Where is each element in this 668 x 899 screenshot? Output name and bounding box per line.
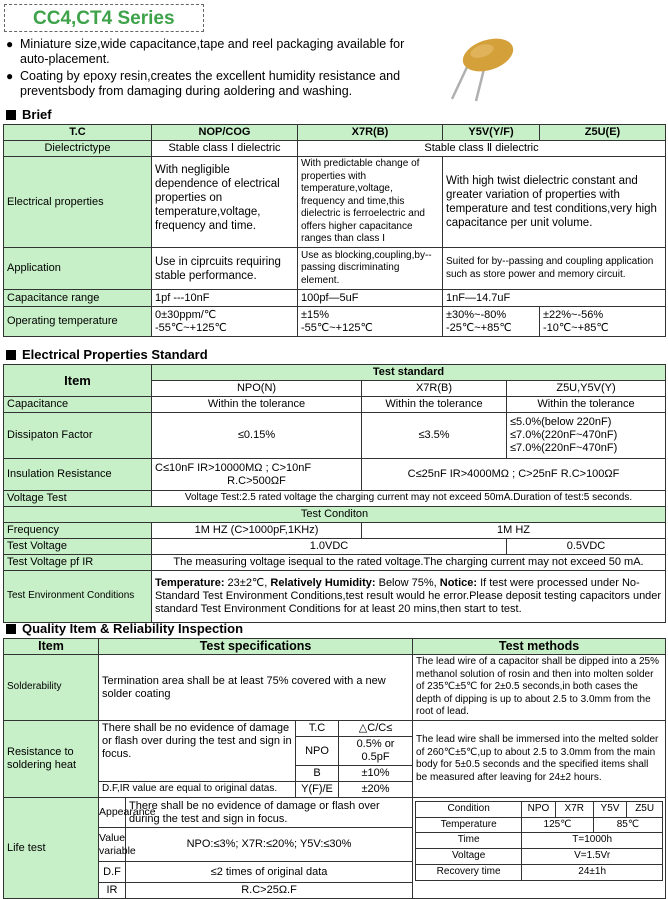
row-label-voltage-test: Voltage Test: [4, 491, 152, 507]
temperature-z5u: ±22%~-56% -10℃~+85℃: [540, 307, 666, 337]
dissipation-npo: ≤0.15%: [152, 413, 362, 459]
qir-heading: Quality Item & Reliability Inspection: [6, 621, 243, 636]
capacitance-z5u: Within the tolerance: [507, 397, 666, 413]
cond-time: T=1000h: [522, 833, 663, 849]
life-df: ≤2 times of original data: [126, 862, 413, 883]
conditions-table: [415, 801, 663, 881]
resistance-dc-header: △C/C≤: [339, 721, 413, 737]
life-value-label: Value variable: [99, 828, 126, 862]
resistance-b: B: [296, 766, 339, 782]
cond-z5u: Z5U: [627, 802, 663, 818]
row-label-dissipation: Dissipaton Factor: [4, 413, 152, 459]
voltage-test-value: Voltage Test:2.5 rated voltage the charging current may not exceed 50mA.Duration of test:5 seconds.: [152, 491, 666, 507]
row-label-environment: Test Environment Conditions: [4, 571, 152, 623]
electrical-npo: With negligible dependence of electrical properties on temperature,voltage, frequency and time.: [152, 157, 298, 248]
ceramic-capacitor-icon: [440, 25, 530, 103]
insulation-x7r-z5u: C≤25nF IR>4000MΩ ; C>25nF R.C>100ΩF: [362, 459, 666, 491]
frequency-other: 1M HZ: [362, 523, 666, 539]
resistance-npo-value: 0.5% or 0.5pF: [339, 737, 413, 766]
brief-heading: Brief: [6, 107, 52, 122]
qir-item-header: Item: [4, 639, 99, 655]
header-z5u: Z5U(E): [540, 125, 666, 141]
resistance-df-note: D.F,IR value are equal to original datas.: [99, 782, 296, 798]
title-box: [4, 4, 204, 32]
capacitance-npo: 1pf ---10nF: [152, 290, 298, 307]
brief-table: [3, 124, 666, 337]
cond-voltage-label: Voltage: [416, 849, 522, 865]
dielectric-class2: Stable class Ⅱ dielectric: [298, 141, 666, 157]
dissipation-x7r: ≤3.5%: [362, 413, 507, 459]
quality-table: [3, 638, 666, 899]
resistance-method: The lead wire shall be immersed into the melted solder of 260℃±5℃,up to about 2.5 to 3.0mm from the main body for 5±0.5 seconds and the specified items shall be measured after leaving for 24±2 hours.: [413, 721, 666, 798]
life-value: NPO:≤3%; X7R:≤20%; Y5V:≤30%: [126, 828, 413, 862]
row-label-dielectric: Dielectrictype: [4, 141, 152, 157]
life-ir: R.C>25Ω.F: [126, 883, 413, 899]
resistance-yfe: Y(F)/E: [296, 782, 339, 798]
application-y5v-z5u: Suited for by--passing and coupling application such as store power and memory circuit.: [443, 248, 666, 290]
electrical-standard-table: [3, 364, 666, 623]
row-label-application: Application: [4, 248, 152, 290]
row-label-capacitance: Capacitance range: [4, 290, 152, 307]
solderability-method: The lead wire of a capacitor shall be dipped into a 25% methanol solution of rosin and then into molten solder of 235℃±5℃ for 2±0.5 seconds,in both cases the depth of dipping is up to about 2.5 to 3.0mm from the root of lead.: [413, 655, 666, 721]
test-condition-header: Test Conditon: [4, 507, 666, 523]
dielectric-class1: Stable class Ⅰ dielectric: [152, 141, 298, 157]
solderability-spec: Termination area shall be at least 75% covered with a new solder coating: [99, 655, 413, 721]
electrical-x7r: With predictable change of properties with temperature,voltage, frequency and time,this dielectric is ferroelectric and offers higher capacitance ranges than class Ⅰ: [298, 157, 443, 248]
test-voltage-ir-value: The measuring voltage isequal to the rated voltage.The charging current may not exceed 50 mA.: [152, 555, 666, 571]
qir-method-header: Test methods: [413, 639, 666, 655]
item-header: Item: [4, 365, 152, 397]
row-label-solderability: Solderability: [4, 655, 99, 721]
temperature-y5v: ±30%~-80% -25℃~+85℃: [443, 307, 540, 337]
feature-item: ● Miniature size,wide capacitance,tape and reel packaging available for auto-placement.: [6, 37, 405, 66]
cond-header: Condition: [416, 802, 522, 818]
life-ir-label: IR: [99, 883, 126, 899]
row-label-test-voltage-ir: Test Voltage pf IR: [4, 555, 152, 571]
row-label-resistance: Resistance to soldering heat: [4, 721, 99, 798]
col-x7r: X7R(B): [362, 381, 507, 397]
bullet-icon: ●: [6, 69, 14, 83]
qir-spec-header: Test specifications: [99, 639, 413, 655]
insulation-npo: C≤10nF IR>10000MΩ ; C>10nF R.C>500ΩF: [152, 459, 362, 491]
test-voltage-2: 0.5VDC: [507, 539, 666, 555]
capacitance-x7r: 100pf—5uF: [298, 290, 443, 307]
header-y5v: Y5V(Y/F): [443, 125, 540, 141]
cond-voltage: V=1.5Vr: [522, 849, 663, 865]
cond-time-label: Time: [416, 833, 522, 849]
feature-item: ● Coating by epoxy resin,creates the excellent humidity resistance and preventsbody from damaging during aoldering and washing.: [6, 69, 401, 98]
row-label-temperature: Operating temperature: [4, 307, 152, 337]
capacitance-x7r: Within the tolerance: [362, 397, 507, 413]
resistance-spec: There shall be no evidence of damage or flash over during the test and sign in focus.: [99, 721, 296, 782]
dissipation-z5u: ≤5.0%(below 220nF) ≤7.0%(220nF~470nF) ≤7.0%(220nF~470nF): [507, 413, 666, 459]
col-npo: NPO(N): [152, 381, 362, 397]
test-voltage-1: 1.0VDC: [152, 539, 507, 555]
row-label-test-voltage: Test Voltage: [4, 539, 152, 555]
cond-recovery-label: Recovery time: [416, 865, 522, 881]
resistance-npo: NPO: [296, 737, 339, 766]
resistance-tc-header: T.C: [296, 721, 339, 737]
row-label-life: Life test: [4, 798, 99, 899]
resistance-yfe-value: ±20%: [339, 782, 413, 798]
page-title: CC4,CT4 Series: [33, 8, 175, 29]
capacitance-npo: Within the tolerance: [152, 397, 362, 413]
temperature-x7r: ±15% -55℃~+125℃: [298, 307, 443, 337]
capacitance-y5v-z5u: 1nF—14.7uF: [443, 290, 666, 307]
cond-recovery: 24±1h: [522, 865, 663, 881]
cond-x7r: X7R: [555, 802, 593, 818]
header-npo: NOP/COG: [152, 125, 298, 141]
row-label-frequency: Frequency: [4, 523, 152, 539]
cond-npo: NPO: [522, 802, 556, 818]
cond-temp-2: 85℃: [593, 817, 662, 833]
eps-heading: Electrical Properties Standard: [6, 347, 208, 362]
life-df-label: D.F: [99, 862, 126, 883]
header-tc: T.C: [4, 125, 152, 141]
bullet-icon: ●: [6, 37, 14, 51]
cond-temp-label: Temperature: [416, 817, 522, 833]
row-label-capacitance: Capacitance: [4, 397, 152, 413]
frequency-npo: 1M HZ (C>1000pF,1KHz): [152, 523, 362, 539]
electrical-y5v-z5u: With high twist dielectric constant and greater variation of properties with temperature and test conditions,very high capacitance per unit volume.: [443, 157, 666, 248]
test-standard-header: Test standard: [152, 365, 666, 381]
cond-temp-1: 125℃: [522, 817, 594, 833]
life-appearance-label: Appearance: [99, 798, 126, 828]
row-label-insulation: Insulation Resistance: [4, 459, 152, 491]
application-npo: Use in ciprcuits requiring stable performance.: [152, 248, 298, 290]
environment-value: Temperature: 23±2℃, Relatively Humidity: Below 75%, Notice: If test were processed under No-Standard Test Environment Conditions,test result would he error.Please deposit testing capacitors under standard Test Environment Conditions for at least 20 mins,then start to test.: [152, 571, 666, 623]
cond-y5v: Y5V: [593, 802, 627, 818]
temperature-npo: 0±30ppm/℃ -55℃~+125℃: [152, 307, 298, 337]
life-appearance: There shall be no evidence of damage or flash over during the test and sign in focus.: [126, 798, 413, 828]
feature-list: [6, 37, 406, 101]
col-z5u: Z5U,Y5V(Y): [507, 381, 666, 397]
row-label-electrical: Electrical properties: [4, 157, 152, 248]
application-x7r: Use as blocking,coupling,by--passing discriminating element.: [298, 248, 443, 290]
life-conditions: [413, 798, 666, 899]
resistance-b-value: ±10%: [339, 766, 413, 782]
header-x7r: X7R(B): [298, 125, 443, 141]
